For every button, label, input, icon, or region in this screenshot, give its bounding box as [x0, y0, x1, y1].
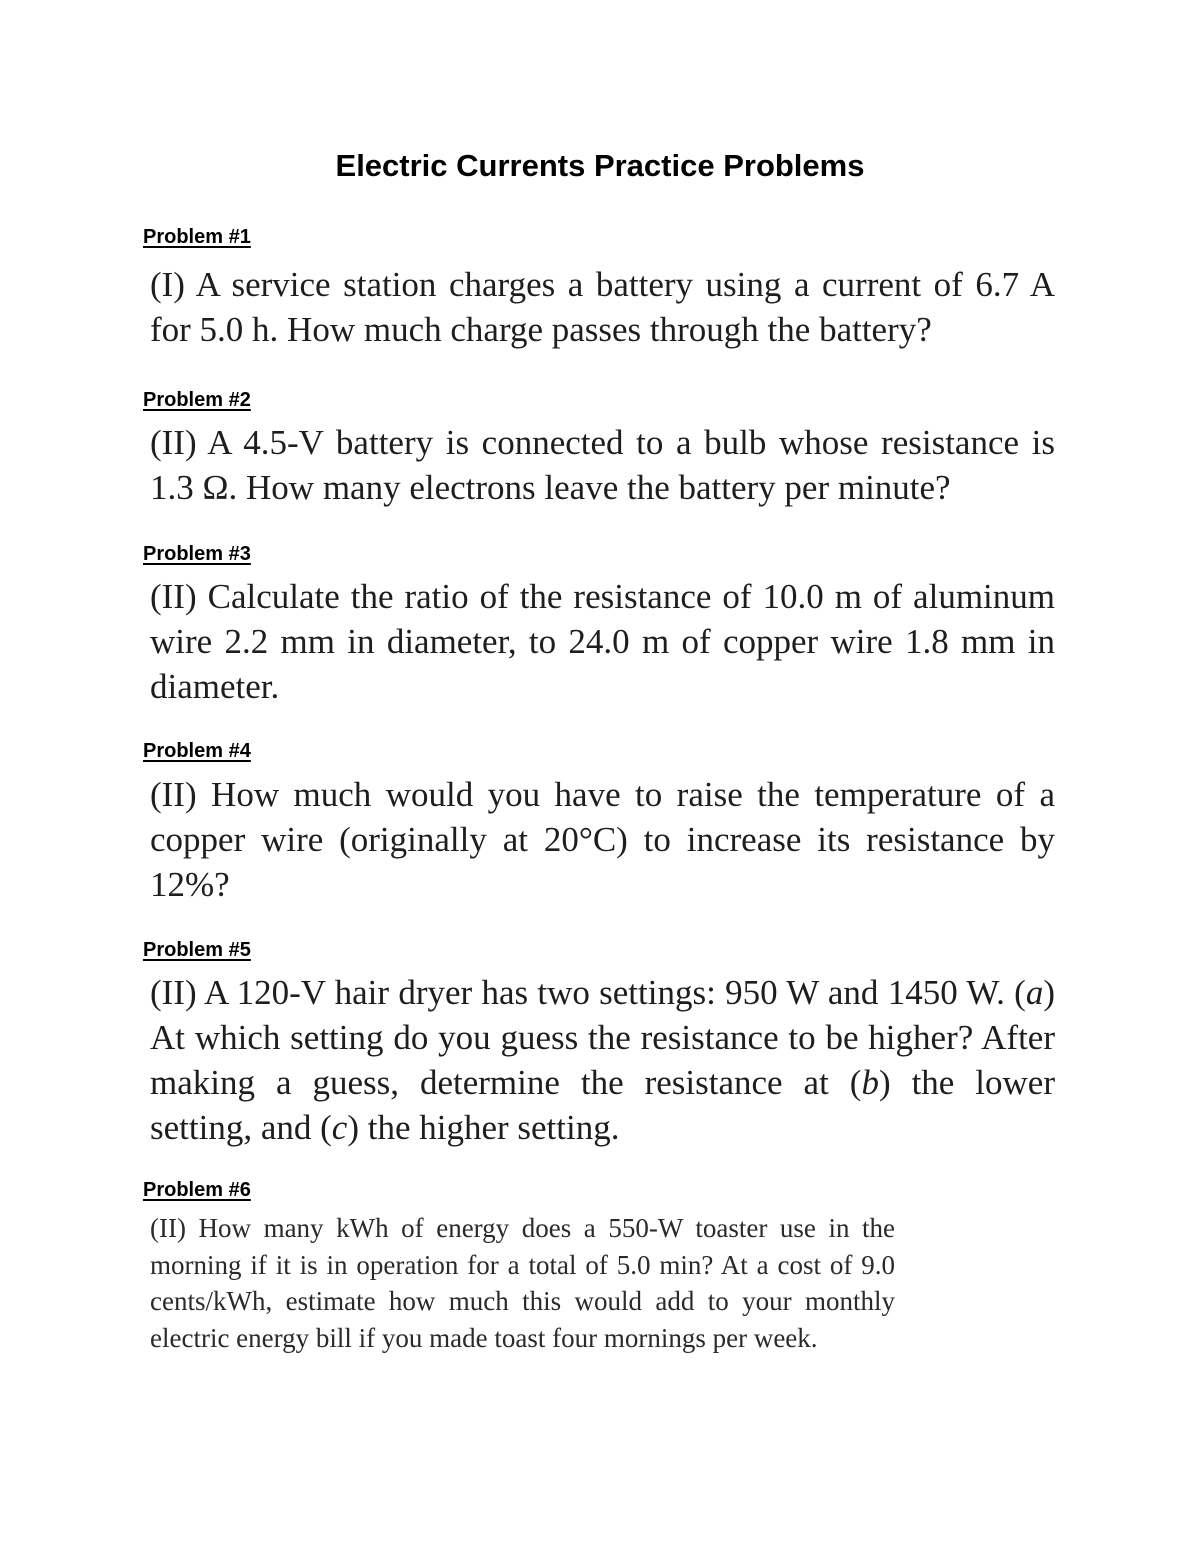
problem-5-text: [150, 970, 1064, 1150]
problem-6-text: (II) How many kWh of energy does a 550-W toaster use in the morning if it is in operation for a total of 5.0 min? At a cost of 9.0 cents/kWh, estimate how much this would add to your monthly electric energy bill if you made toast four mornings per week.: [150, 1213, 895, 1353]
problem-5-text-part: (II) A 120-V hair dryer has two settings: 950 W and 1450 W. (: [150, 973, 1026, 1012]
problem-5-text-part: ) the higher setting.: [347, 1108, 620, 1147]
problem-6-label: Problem #6: [143, 1179, 251, 1201]
problem-4-text: (II) How much would you have to raise the temperature of a copper wire (originally at 20°C) to increase its resistance by 12%?: [150, 775, 1055, 904]
problem-5-text-part: ) the lower setting, and (: [150, 1063, 1064, 1147]
problem-1-text: (I) A service station charges a battery using a current of 6.7 A for 5.0 h. How much charge passes through the battery?: [150, 265, 1055, 349]
problem-5-part-b-marker: b: [861, 1063, 879, 1102]
problem-1-label: Problem #1: [143, 226, 251, 248]
problem-3-label: Problem #3: [143, 543, 251, 565]
document-title: Electric Currents Practice Problems: [335, 148, 865, 183]
problem-2-text: (II) A 4.5-V battery is connected to a bulb whose resistance is 1.3 Ω. How many electrons leave the battery per minute?: [150, 423, 1055, 507]
problem-3-text: (II) Calculate the ratio of the resistance of 10.0 m of aluminum wire 2.2 mm in diameter, to 24.0 m of copper wire 1.8 mm in diameter.: [150, 577, 1055, 706]
problem-4-label: Problem #4: [143, 740, 251, 762]
problem-5-text-part: ) At which setting do you guess the resistance to be higher? After making a guess, determine the resistance at (: [150, 973, 1064, 1102]
problem-5-part-c-marker: c: [331, 1108, 348, 1147]
problem-5-part-a-marker: a: [1025, 973, 1044, 1012]
problem-5-label: Problem #5: [143, 939, 251, 961]
problem-2-label: Problem #2: [143, 389, 251, 411]
